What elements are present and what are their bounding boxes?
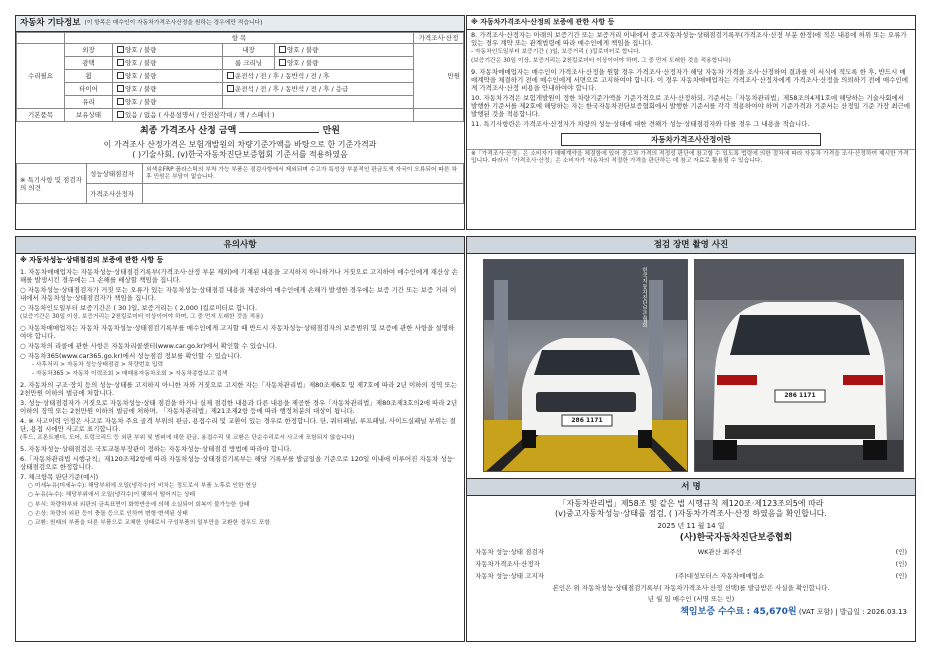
note-item: 10. 자동차가격은 보험개발원이 정한 차량기준가액을 기준가격으로 조사·산정하되, 기준서는「자동차관리법」제58조의4제1호에 해당하는 기술사회에서 발행한 기준서를 제2호에 해당하는 자는 한국자동차진단보증협회에서 발행한 기준서를 각각 적용하여야 하며 기준가격과 기준서는 산정일 기준 가장 최근에 발행된 것을 적용합니다. [471, 94, 911, 119]
fee-label: 책임보증 수수료 [680, 607, 745, 618]
row-opts: 양호 / 불량 [125, 72, 157, 81]
caution-item: ○ 부식: 차량하부와 외판의 금속표면이 화학반응에 의해 소실되어 회복이 불가능한 상태 [28, 501, 250, 508]
row-label: 휠 [65, 70, 113, 83]
caution-item: ○ 자동차365(www.car365.go.kr)에서 성능점검 정보를 확인할 수 있습니다. [20, 351, 242, 360]
row-label: 타이어 [65, 83, 113, 96]
caution-item: (보증기간은 30일 이상, 보증거리는 2천킬로미터 이상이어야 하며, 그 중 먼저 도래한 것을 적용) [20, 314, 263, 321]
caution-item: 1. 자동차매매업자는 자동차성능·상태점검기록부(가격조사·산정 부분 제외)에 기재된 내용을 고지하지 아니하거나 거짓으로 고지하여 매수인에게 재산상 손해를 발생시킨 경우에는 그 손해를 배상할 책임을 집니다. [20, 267, 458, 284]
signer-mark[interactable]: (인) [895, 571, 907, 580]
row-label: 룸 크리닝 [223, 57, 275, 70]
special-row2-text [143, 184, 464, 204]
checkbox[interactable] [117, 72, 124, 79]
signer-label: 자동차가격조사·산정자 [475, 559, 540, 568]
issue-label: 발급일 [839, 608, 861, 617]
caution-item: ○ 누유(누수): 해당부위에서 오일(냉각수)이 맺혀서 떨어지는 상태 [28, 492, 196, 499]
col-item-header: 항 목 [65, 33, 414, 44]
final-price-unit: 만원 [322, 126, 340, 137]
caution-item: - 사후처리 > 자동차 성능상태점검 > 차량번호 입력 [32, 362, 164, 369]
signer-label: 자동차 성능·상태 고지자 [475, 571, 544, 580]
vehicle-info-title: 자동차 기타정보 [20, 18, 81, 29]
vehicle-info-panel [15, 15, 465, 230]
caution-item: 5. 자동차성능·상태점검은 국토교통부장관이 정하는 자동차성능·상태점검 방법에 따라야 합니다. [20, 444, 292, 453]
basic-opts: 있음 / 없음 ( 사용설명서 / 안전삼각대 / 잭 / 스패너 ) [125, 111, 275, 120]
special-label: ※ 특기사항 및 점검자의 의견 [17, 164, 87, 204]
fee-value: 45,670원 [753, 607, 797, 618]
special-row1-text: 외색송FRP 플라스틱의 부착 가능 부품은 점검사항에서 제외되며 수고자 특성상 부분적인 판금도색 자국이 오류되어 따른 차후 민원은 부담이 없습니다. [143, 164, 464, 184]
issue-date: 2026.03.13 [866, 608, 907, 617]
standard-line-2: ( )기술사회, (v)한국자동차진단보증협회 기준서를 적용하였음 [132, 150, 348, 160]
row-label: 광택 [65, 57, 113, 70]
group-repair-label: 수리필요 [17, 44, 65, 109]
info-text: ※「가격조사·산정」은 소비자가 매매계약을 체결함에 있어 중고차 가격의 적정성 판단에 참고할 수 있도록 법령에 의한 절차에 따라 자동차 가격을 조사·산정하여 제시한 가격입니다. 따라서「가격조사·산정」은 소비자가 자동차의 적절한 가격을 판단하는 데 참고 자료로 활용될 수 있습니다. [467, 149, 915, 166]
signature-header: 서 명 [467, 479, 915, 496]
row-opts: 양호 / 불량 [125, 98, 157, 107]
basic-label: 보유상태 [65, 109, 113, 122]
vehicle-info-table [16, 32, 464, 122]
group-basic-label: 기본품목 [17, 109, 65, 122]
fee-row: 책임보증 수수료 : 45,670원 (VAT 포함) | 발급일 : 2026.03.13 [680, 607, 907, 618]
row-opts: 양호 / 불량 [125, 59, 157, 68]
row-opts: 양호 / 불량 [125, 46, 157, 55]
checkbox[interactable] [279, 46, 286, 53]
caution-item: 6.「자동차관리법 시행규칙」제120조제2항에 따라 자동차성능·상태점검기록부는 해당 기록부를 발급일을 기준으로 120일 이내에 이루어진 자동차 성능·상태점검으로 한정합니다. [20, 454, 455, 471]
signer-mark[interactable]: (인) [895, 547, 907, 556]
rear-plate: 286 1171 [784, 392, 816, 399]
photo-header: 점검 장면 촬영 사진 [467, 237, 915, 254]
caution-item: ○ 미세누유(미세누수): 해당부위에 오일(냉각수)이 비치는 정도로서 부품 노후로 인한 현상 [28, 483, 257, 490]
price-unit: 만원 [414, 44, 464, 109]
photo-signature-panel [466, 236, 916, 642]
final-price-field[interactable] [239, 132, 319, 133]
note-item: (보증기간은 30일 이상, 보증거리는 2천킬로미터 이상이어야 하며, 그 중 먼저 도래한 것을 적용합니다) [471, 58, 731, 65]
signer-name: WK관산 최주선 [697, 547, 742, 556]
caution-item: 3. 성능·상태점검자가 거짓으로 자동차성능·상태 점검을 하거나 실제 점검한 내용과 다른 내용을 제공한 경우「자동차관리법」제80조제3호의2에 따라 2년 이하의 징역 또는 2천만원 이하의 벌금에 처하며, 「자동차관리법」제21조제2항 등에 따라 행정처분의 대상이 됩니다. [20, 398, 458, 415]
special-notes-table [16, 163, 464, 204]
signature-date: 2025 년 11 월 14 일 [657, 522, 725, 530]
checkbox[interactable] [117, 46, 124, 53]
signer-row [467, 570, 915, 582]
row-label: 외장 [65, 44, 113, 57]
caution-item: ○ 손상: 차량의 외판 등이 충돌 등으로 인하여 변형·변색된 상태 [28, 510, 188, 517]
pricing-notes-panel [466, 15, 916, 230]
pricing-notes-title: ※ 자동차가격조사·산정의 보증에 관한 사항 등 [467, 16, 915, 30]
rear-photo [694, 259, 904, 472]
checkbox[interactable] [117, 111, 124, 118]
signer-row [467, 558, 915, 570]
front-photo [483, 259, 688, 472]
row-label: 유리 [65, 96, 113, 109]
caution-item: ○ 자동차인도일부터 보증기간은 ( 30 )일, 보증거리는 ( 2,000 )킬로미터로 합니다. [20, 304, 258, 313]
signer-name: (주)대성모터스 자동차매매업소 [675, 571, 765, 580]
fee-note: (VAT 포함) [798, 608, 833, 617]
caution-item: 7. 체크항목 판단기준(예시) [20, 472, 99, 481]
front-plate: 286 1171 [571, 417, 603, 424]
standard-line-1: 이 가격조사 산정가격은 보험개발원의 차량기준가액을 바탕으로 한 기준가격과 [103, 140, 377, 150]
buyer-row[interactable]: 년 월 일 매수인 (서명 또는 인) [647, 595, 735, 604]
checkbox[interactable] [117, 98, 124, 105]
info-title: 자동차가격조사산정이란 [561, 133, 821, 146]
caution-item: - 자동차365 > 자동차 이력조회 > 매매용자동차조회 > 자동차종합보고 검색 [32, 371, 228, 378]
rear-photo-illustration [695, 260, 904, 472]
row-opts: 양호 / 불량 [287, 46, 319, 55]
checkbox[interactable] [279, 59, 286, 66]
note-item: - 자동차인도일부터 보증기간 ( )일, 보증거리 ( )킬로미터로 합니다. [471, 49, 641, 56]
checkbox[interactable] [117, 59, 124, 66]
signer-row [467, 546, 915, 558]
signature-org: (사)한국자동차진단보증협회 [679, 532, 793, 543]
special-row1-label: 성능상태점검자 [87, 164, 143, 184]
pillar-text: 한국자동차진단보증협회 [641, 267, 647, 328]
checkbox[interactable] [117, 85, 124, 92]
caution-item: 2. 자동차의 구조·장치 등의 성능·상태를 고지하지 아니한 자와 거짓으로 고지한 자는「자동차관리법」제80조제6호 및 제7호에 따라 2년 이하의 징역 또는 2천만원 이하의 벌금에 처합니다. [20, 380, 458, 397]
caution-item: 4. ※ 사고이력 인정은 사고로 자동차 주요 골격 부위의 판금, 용접수리 및 교환이 있는 경우로 한정합니다. 단, 쿼터패널, 루프패널, 사이드실패널 부위는 절단, 용접 시에만 사고로 표기합니다. [20, 417, 456, 434]
caution-item: ○ 자동차의 리콜에 관한 사항은 자동차리콜센터(www.car.go.kr)에서 확인할 수 있습니다. [20, 341, 278, 350]
col-price-header: 가격조사·산정 [414, 33, 464, 44]
caution-item: ○ 교환: 원래의 부품을 다른 부품으로 교체한 상태로서 구성부품의 일부만을 교환한 경우도 포함 [28, 520, 270, 526]
note-item: 9. 자동차매매업자는 매수인이 가격조사·산정을 원할 경우 가격조사·산정자가 해당 자동차 가격을 조사·산정하여 결과를 이 서식에 적도록 한 후, 반드시 매매계약을 체결하기 전에 매수인에게 서면으로 고지하여야 합니다. 이 경우 자동차매매업자는 가격조사·산정자에게 가격조사·산정을 의뢰하기 전에 매수인에게 가격조사·산정 비용을 안내하여야 합니다. [471, 67, 908, 92]
row-opts: 양호 / 불량 [287, 59, 319, 68]
caution-item: (후드, 프론트펜더, 도어, 트렁크리드 등 외판 부위 및 범퍼에 대한 판금, 용접수리 및 교환은 단순수리로서 사고에 포함되지 않습니다) [20, 435, 355, 442]
checkbox[interactable] [227, 72, 234, 79]
note-item: 11. 특기사항란은 가격조사·산정자가 차량의 성능·상태에 대한 견해가 성능·상태점검자와 다를 경우 그 내용을 적습니다. [471, 120, 810, 129]
signature-line-2: (v)중고자동차성능·상태를 점검, ( )자동차가격조사·산정 하였음을 확인합니다. [555, 509, 827, 518]
special-row2-label: 가격조사산정자 [87, 184, 143, 204]
row-opts: 운전석 / 전 / 후 / 동반석 / 전 / 후 / 응급 [235, 85, 349, 94]
signature-line-1: 「자동차관리법」제58조 및 같은 법 시행규칙 제120조·제123조의5에 따라 [558, 499, 824, 508]
caution-item: ○ 자동차매매업자는 자동차 자동차성능·상태점검기록부를 매수인에게 고지할 때 반드시 자동차성능·상태점검자의 보증범위 및 보증에 관한 사항을 설명하여야 합니다. [20, 323, 455, 340]
checkbox[interactable] [227, 85, 234, 92]
row-opts: 운전석 / 전 / 후 / 동반석 / 전 / 후 [235, 72, 330, 81]
note-item: 8. 가격조사·산정자는 아래의 보증기간 또는 보증거리 이내에서 중고자동차성능·상태점검기록부(가격조사·산정 부분 한정)에 적은 내용에 허위 또는 오류가 있는 경우 계약 또는 관계법령에 따라 매수인에게 책임을 집니다. [471, 31, 907, 48]
signature-section [467, 478, 915, 641]
signer-label: 자동차 성능·상태 점검자 [475, 547, 544, 556]
row-label: 내장 [223, 44, 275, 57]
caution-header: 유의사항 [16, 237, 464, 254]
caution-item: ○ 자동차성능·상태점검자가 거짓 또는 오류가 있는 자동차성능·상태점검 내용을 제공하여 매수인에게 손해가 발생한 경우에는 보증 기간 또는 보증 거리 이내에서 자동차성능·상태점검자가 책임을 집니다. [20, 286, 457, 303]
signer-mark[interactable]: (인) [895, 559, 907, 568]
final-price-label: 최종 가격조사 산정 금액 [139, 126, 237, 137]
confirm-text: 본인은 위 자동차성능·상태점검기록부( 자동차가격조사·산정 선택)를 발급받은 사실을 확인합니다. [552, 584, 830, 592]
vehicle-info-note: (이 항목은 매수인이 자동차가격조사산정을 원하는 경우에만 적습니다) [84, 19, 263, 26]
front-photo-illustration [484, 260, 688, 472]
caution-title: ※ 자동차성능·상태점검의 보증에 관한 사항 등 [20, 256, 164, 264]
caution-panel [15, 236, 465, 642]
row-opts: 양호 / 불량 [125, 85, 157, 94]
